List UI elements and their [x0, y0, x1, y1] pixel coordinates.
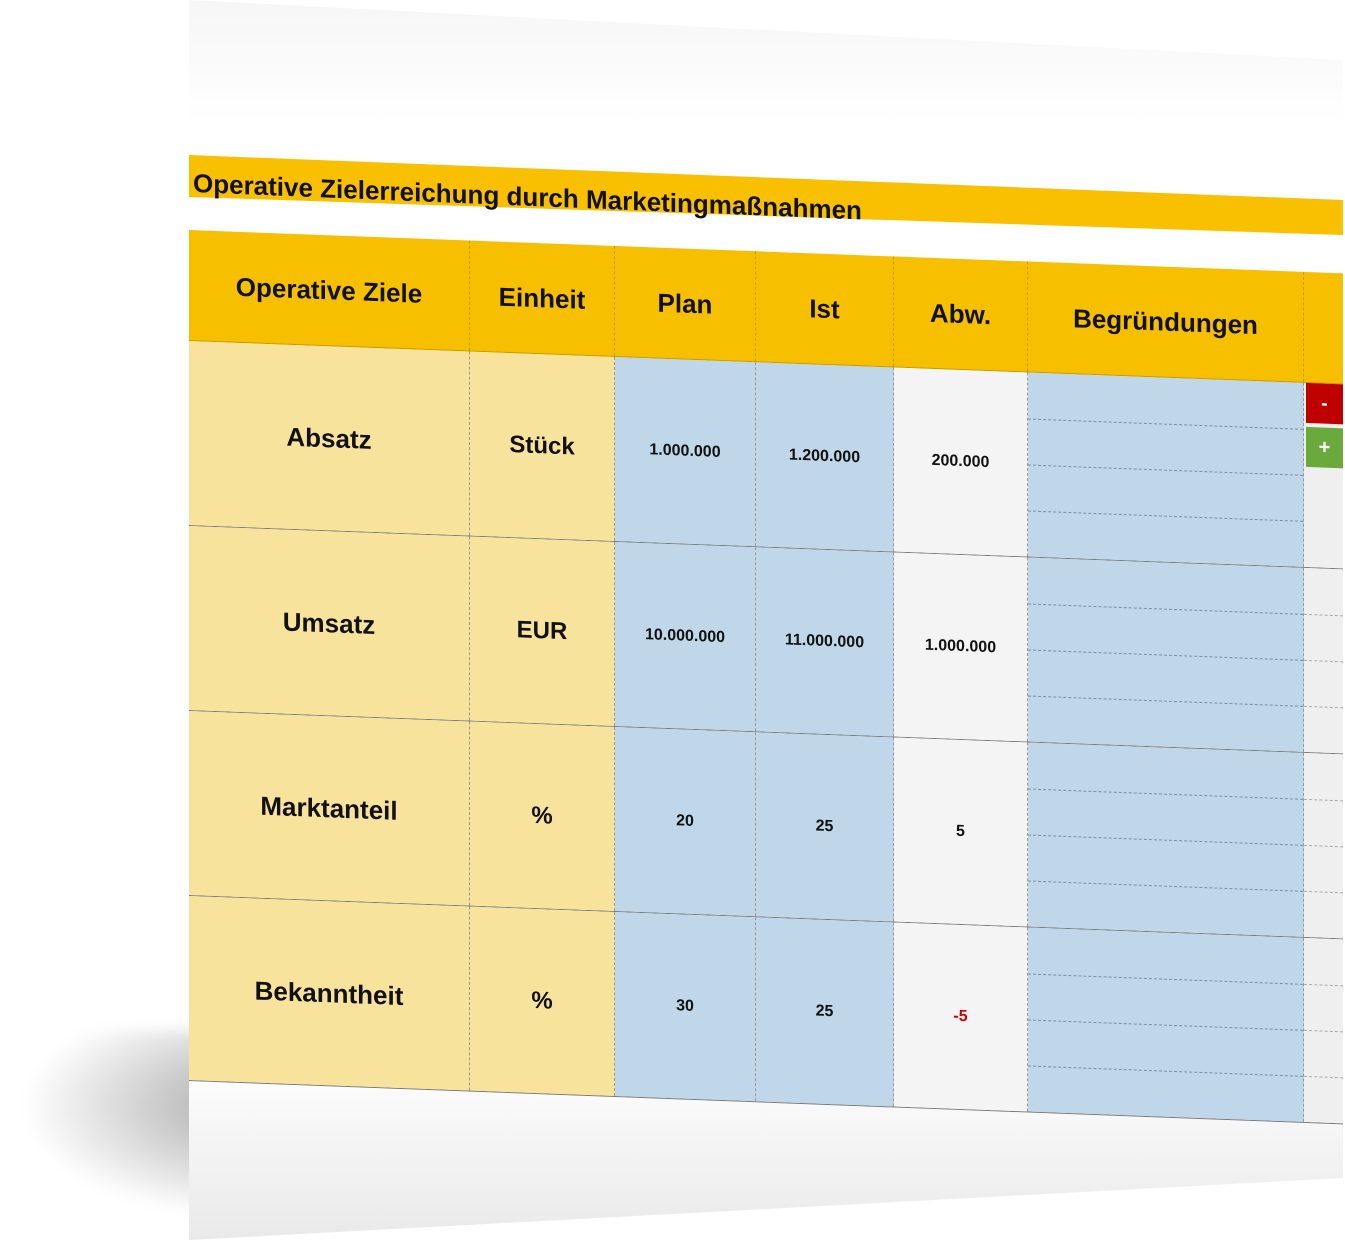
reason-line: [1028, 418, 1303, 429]
goal-cell[interactable]: Bekanntheit: [189, 896, 470, 1091]
plan-cell[interactable]: 20: [615, 727, 756, 916]
reason-line: [1028, 464, 1303, 475]
goal-cell[interactable]: Absatz: [189, 341, 470, 536]
ist-cell[interactable]: 1.200.000: [756, 362, 894, 551]
side-line: [1304, 1030, 1343, 1032]
side-line: [1304, 660, 1343, 662]
reason-line: [1028, 603, 1303, 614]
plan-cell[interactable]: 10.000.000: [615, 542, 756, 731]
header-spacer: [1304, 272, 1343, 383]
reason-line: [1028, 788, 1303, 799]
header-begruendungen: Begründungen: [1028, 261, 1304, 381]
add-row-button[interactable]: +: [1306, 427, 1343, 468]
reason-cell[interactable]: [1028, 927, 1304, 1121]
reason-cell[interactable]: [1028, 557, 1304, 751]
header-ist: Ist: [756, 251, 894, 366]
header-einheit: Einheit: [470, 241, 615, 356]
header-abweichung: Abw.: [894, 256, 1028, 371]
reason-line: [1028, 1019, 1303, 1030]
row-controls: [1304, 568, 1343, 753]
plan-cell[interactable]: 1.000.000: [615, 357, 756, 546]
unit-cell[interactable]: EUR: [470, 537, 615, 726]
header-operative-ziele: Operative Ziele: [189, 230, 470, 351]
ist-cell[interactable]: 25: [756, 732, 894, 921]
deviation-cell: 1.000.000: [894, 552, 1028, 741]
side-line: [1304, 984, 1343, 986]
row-controls: [1304, 753, 1343, 938]
deviation-cell: 5: [894, 737, 1028, 926]
side-line: [1304, 706, 1343, 708]
unit-cell[interactable]: %: [470, 722, 615, 911]
reason-line: [1028, 649, 1303, 660]
row-controls: [1304, 383, 1343, 568]
ist-cell[interactable]: 11.000.000: [756, 547, 894, 736]
side-line: [1304, 799, 1343, 801]
reason-line: [1028, 973, 1303, 984]
reason-line: [1028, 834, 1303, 845]
side-line: [1304, 845, 1343, 847]
reason-cell[interactable]: [1028, 372, 1304, 566]
goal-cell[interactable]: Marktanteil: [189, 711, 470, 906]
goals-table: [189, 230, 1343, 1133]
reason-cell[interactable]: [1028, 742, 1304, 936]
reason-line: [1028, 695, 1303, 706]
header-plan: Plan: [615, 246, 756, 361]
plan-cell[interactable]: 30: [615, 912, 756, 1101]
reason-line: [1028, 880, 1303, 891]
remove-row-button[interactable]: -: [1306, 383, 1343, 424]
unit-cell[interactable]: Stück: [470, 352, 615, 541]
page-title: Operative Zielerreichung durch Marketingmaßnahmen: [193, 168, 862, 226]
row-controls: [1304, 938, 1343, 1123]
ist-cell[interactable]: 25: [756, 917, 894, 1106]
side-line: [1304, 614, 1343, 616]
reason-line: [1028, 1065, 1303, 1076]
reason-line: [1028, 510, 1303, 521]
side-line: [1304, 891, 1343, 893]
goal-cell[interactable]: Umsatz: [189, 526, 470, 721]
deviation-cell: -5: [894, 922, 1028, 1111]
side-line: [1304, 1076, 1343, 1078]
deviation-cell: 200.000: [894, 367, 1028, 556]
unit-cell[interactable]: %: [470, 907, 615, 1096]
